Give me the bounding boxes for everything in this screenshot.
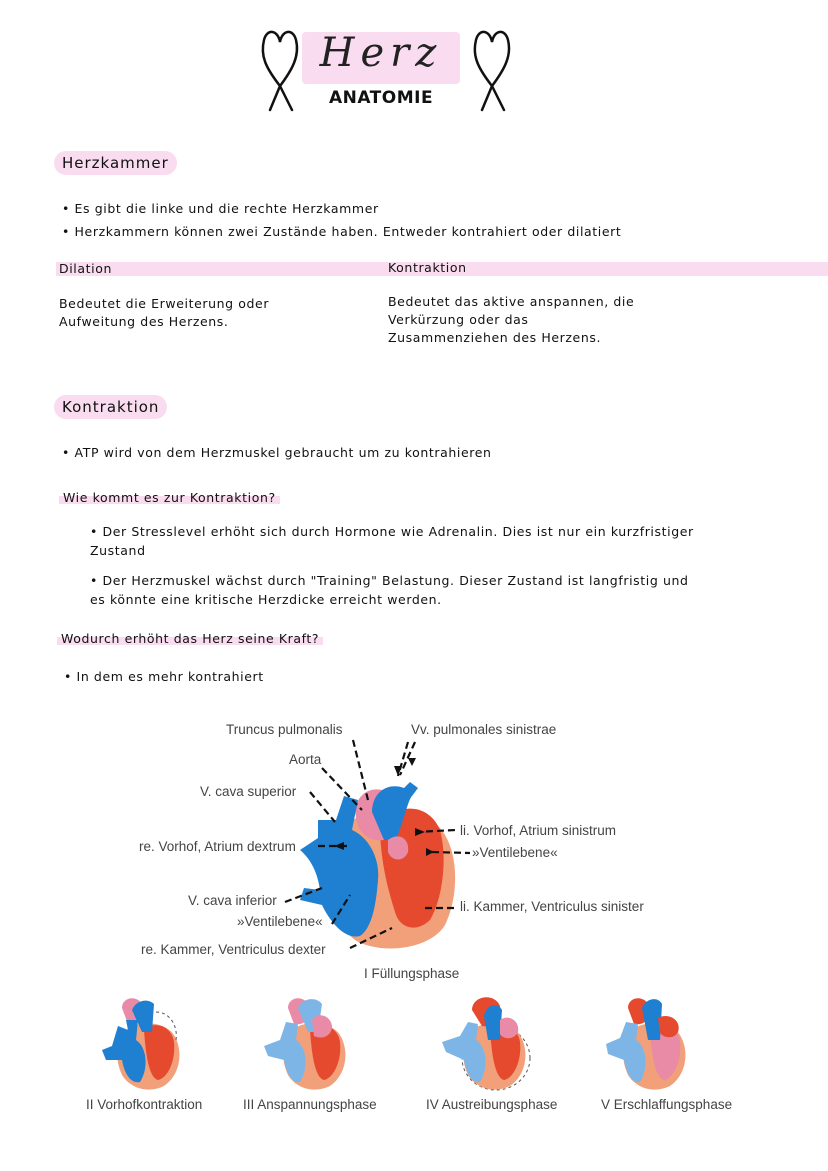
label-li-kammer: li. Kammer, Ventriculus sinister — [460, 899, 644, 914]
heart-diagram-main — [0, 700, 828, 990]
label-re-vorhof: re. Vorhof, Atrium dextrum — [139, 839, 296, 854]
table-cell-kontraktion: Zusammenziehen des Herzens. — [388, 330, 602, 345]
table-cell-dilation: Bedeutet die Erweiterung oder — [59, 296, 270, 311]
table-cell-kontraktion: Bedeutet das aktive anspannen, die — [388, 294, 635, 309]
caption-phase-5: V Erschlaffungsphase — [601, 1097, 733, 1112]
header-script-title: Herz — [319, 30, 443, 76]
heart-doodle-left-icon — [258, 24, 302, 114]
label-v-cava-inferior: V. cava inferior — [188, 893, 277, 908]
bullet-item: • ATP wird von dem Herzmuskel gebraucht um zu kontrahieren — [62, 445, 492, 460]
table-cell-kontraktion: Verkürzung oder das — [388, 312, 529, 327]
caption-phase-3: III Anspannungsphase — [243, 1097, 377, 1112]
label-ventilebene-right: »Ventilebene« — [472, 845, 558, 860]
caption-fuellungsphase: I Füllungsphase — [364, 966, 460, 981]
label-li-vorhof: li. Vorhof, Atrium sinistrum — [460, 823, 617, 838]
bullet-item-cont: Zustand — [90, 543, 146, 558]
heart-phase-3 — [258, 990, 358, 1095]
section-title-kontraktion: Kontraktion — [54, 395, 167, 419]
bullet-item: • Herzkammern können zwei Zustände haben. Entweder kontrahiert oder dilatiert — [62, 224, 622, 239]
subheading-question-1: Wie kommt es zur Kontraktion? — [59, 490, 280, 505]
heart-phase-2 — [92, 990, 192, 1095]
bullet-item: • In dem es mehr kontrahiert — [64, 669, 264, 684]
table-cell-dilation: Aufweitung des Herzens. — [59, 314, 229, 329]
label-vv-pulmonales: Vv. pulmonales sinistrae — [411, 722, 557, 737]
heart-doodle-right-icon — [470, 24, 514, 114]
heart-phase-5 — [598, 990, 698, 1095]
label-re-kammer: re. Kammer, Ventriculus dexter — [141, 942, 326, 957]
caption-phase-2: II Vorhofkontraktion — [86, 1097, 203, 1112]
bullet-item-cont: es könnte eine kritische Herzdicke erreicht werden. — [90, 592, 442, 607]
bullet-item: • Der Stresslevel erhöht sich durch Hormone wie Adrenalin. Dies ist nur ein kurzfristiger — [90, 524, 694, 539]
subheading-question-2: Wodurch erhöht das Herz seine Kraft? — [57, 631, 323, 646]
bullet-item: • Es gibt die linke und die rechte Herzkammer — [62, 201, 379, 216]
header-subtitle: ANATOMIE — [328, 88, 434, 108]
label-ventilebene-left: »Ventilebene« — [237, 914, 323, 929]
section-title-herzkammer: Herzkammer — [54, 151, 177, 175]
label-aorta: Aorta — [289, 752, 322, 767]
caption-phase-4: IV Austreibungsphase — [426, 1097, 558, 1112]
label-truncus-pulmonalis: Truncus pulmonalis — [226, 722, 343, 737]
heart-phase-4 — [438, 990, 538, 1095]
bullet-item: • Der Herzmuskel wächst durch "Training" Belastung. Dieser Zustand ist langfristig und — [90, 573, 689, 588]
table-header-kontraktion: Kontraktion — [388, 260, 467, 275]
table-header-dilation: Dilation — [59, 261, 112, 276]
label-v-cava-superior: V. cava superior — [200, 784, 297, 799]
